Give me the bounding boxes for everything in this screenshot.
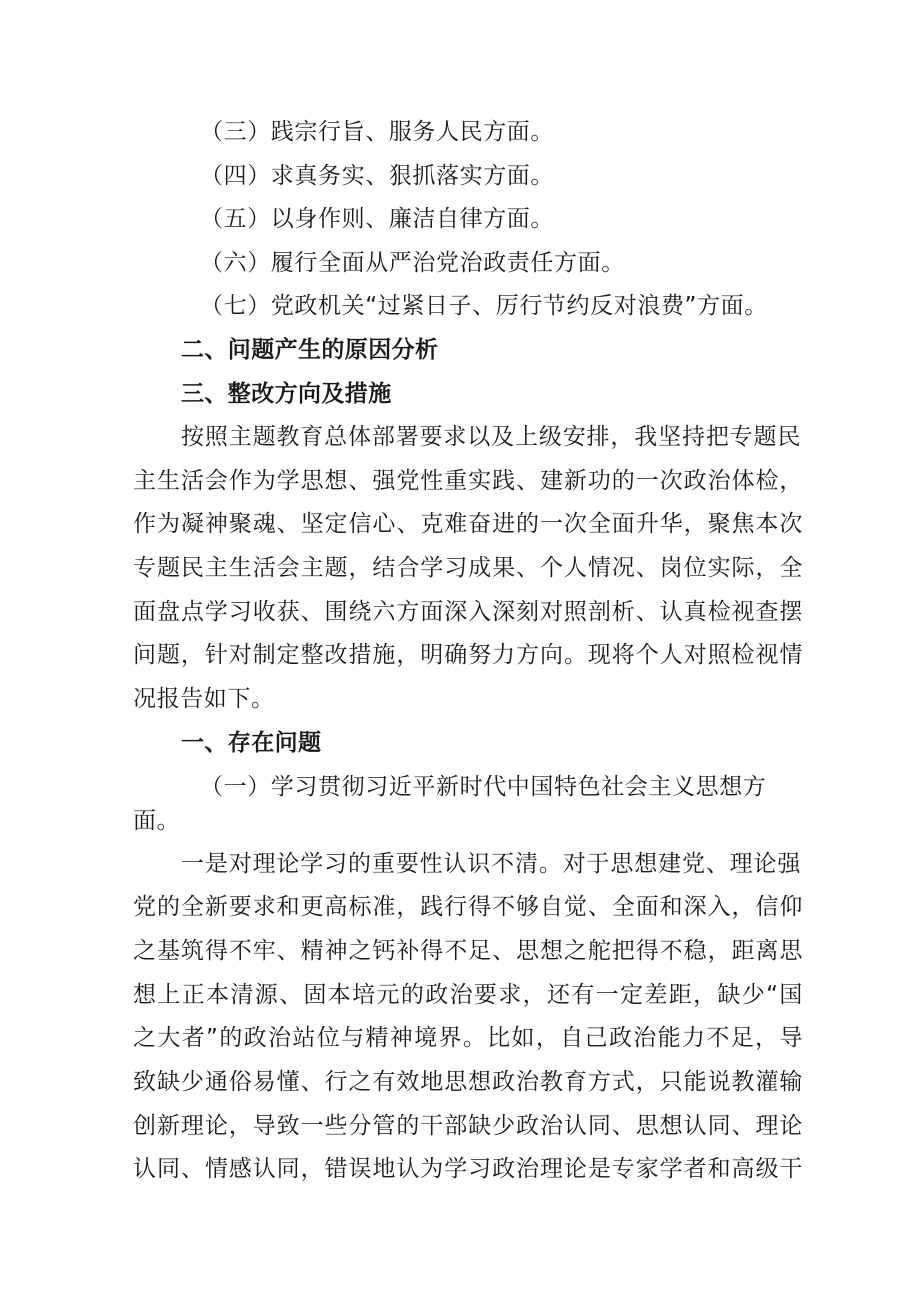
paragraph-line: 想上正本清源、固本培元的政治要求，还有一定差距，缺少“国	[133, 982, 803, 1008]
paragraph-line: 面盘点学习收获、围绕六方面深入深刻对照剖析、认真检视查摆	[133, 599, 803, 625]
list-item-three: （三）践宗行旨、服务人民方面。	[200, 119, 554, 145]
paragraph-line: 之大者”的政治站位与精神境界。比如，自己政治能力不足，导	[133, 1025, 803, 1051]
paragraph-line: 问题，针对制定整改措施，明确努力方向。现将个人对照检视情	[133, 642, 803, 668]
paragraph-line: 主生活会作为学思想、强党性重实践、建新功的一次政治体检，	[133, 468, 803, 494]
list-item-four: （四）求真务实、狠抓落实方面。	[200, 163, 554, 189]
paragraph-line: 一是对理论学习的重要性认识不清。对于思想建党、理论强	[181, 851, 801, 877]
heading-existing-problems: 一、存在问题	[181, 730, 322, 756]
paragraph-line: 按照主题教育总体部署要求以及上级安排，我坚持把专题民	[181, 424, 801, 450]
heading-rectification: 三、整改方向及措施	[181, 381, 392, 407]
sub-heading-line: 面。	[133, 808, 181, 834]
paragraph-line: 创新理论，导致一些分管的干部缺少政治认同、思想认同、理论	[133, 1113, 803, 1139]
paragraph-line: 党的全新要求和更高标准，践行得不够自觉、全面和深入，信仰	[133, 894, 803, 920]
heading-cause-analysis: 二、问题产生的原因分析	[181, 337, 439, 363]
paragraph-line: 专题民主生活会主题，结合学习成果、个人情况、岗位实际，全	[133, 555, 803, 581]
list-item-seven: （七）党政机关“过紧日子、厉行节约反对浪费”方面。	[200, 293, 768, 319]
paragraph-line: 认同、情感认同，错误地认为学习政治理论是专家学者和高级干	[133, 1156, 803, 1182]
sub-heading-line: （一）学习贯彻习近平新时代中国特色社会主义思想方	[200, 774, 767, 800]
paragraph-line: 之基筑得不牢、精神之钙补得不足、思想之舵把得不稳，距离思	[133, 938, 803, 964]
list-item-six: （六）履行全面从严治党治政责任方面。	[200, 250, 625, 276]
paragraph-line: 作为凝神聚魂、坚定信心、克难奋进的一次全面升华，聚焦本次	[133, 511, 803, 537]
paragraph-line: 致缺少通俗易懂、行之有效地思想政治教育方式，只能说教灌输	[133, 1069, 803, 1095]
paragraph-line: 况报告如下。	[133, 686, 275, 712]
list-item-five: （五）以身作则、廉洁自律方面。	[200, 206, 554, 232]
